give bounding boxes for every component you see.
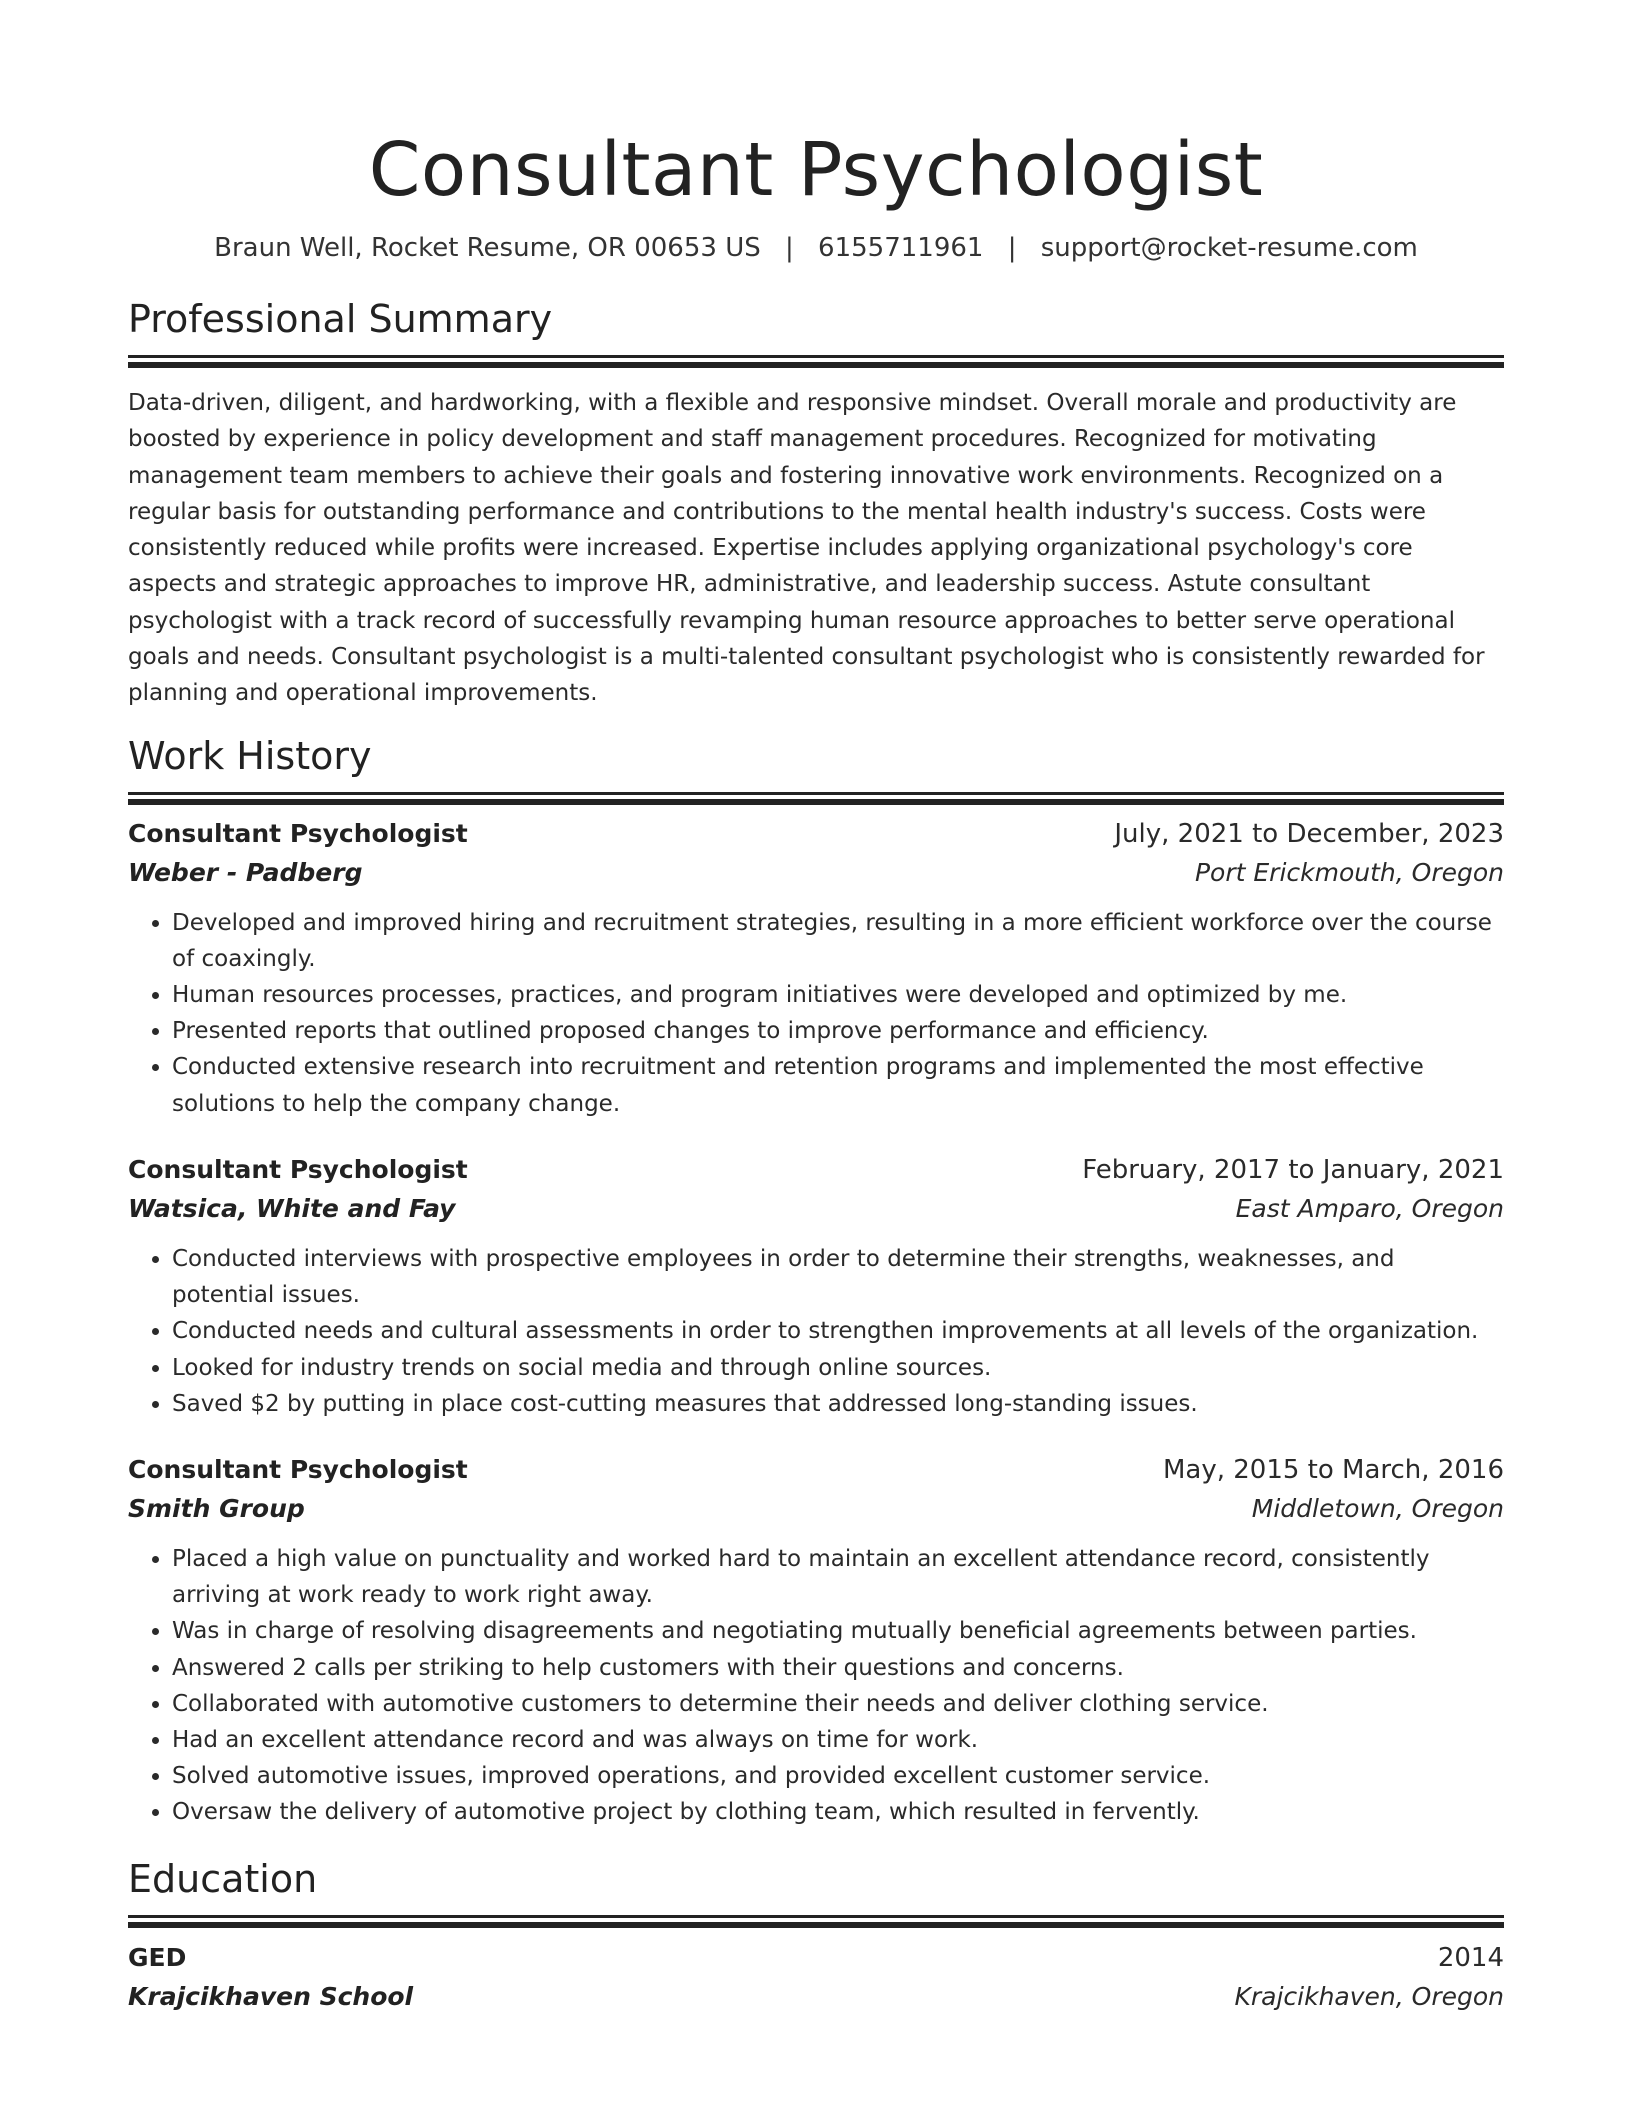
- job-bullet-list: [128, 1241, 1504, 1422]
- job-header: [128, 1452, 1504, 1488]
- job-bullet: • Looked for industry trends on social media and through online sources.: [172, 1350, 1504, 1386]
- job-bullet: • Conducted needs and cultural assessments in order to strengthen improvements at all levels of the organization.: [172, 1313, 1504, 1349]
- job-header: [128, 1152, 1504, 1188]
- job-bullet: • Had an excellent attendance record and was always on time for work.: [172, 1722, 1504, 1758]
- job-company: Weber - Padberg: [128, 857, 363, 887]
- contact-line: [128, 231, 1504, 265]
- job-dates: May, 2015 to March, 2016: [1162, 1454, 1504, 1485]
- job-bullet: • Conducted extensive research into recruitment and retention programs and implemented the most effective solutions to help the company change.: [172, 1049, 1504, 1121]
- summary-section: [128, 295, 1504, 712]
- education-school: Krajcikhaven School: [128, 1981, 414, 2011]
- contact-email: support@rocket-resume.com: [1040, 233, 1418, 263]
- job-bullet: • Placed a high value on punctuality and worked hard to maintain an excellent attendance record, consistently arriving at work ready to work right away.: [172, 1541, 1504, 1613]
- section-divider: [128, 1915, 1504, 1918]
- job-bullet: • Was in charge of resolving disagreements and negotiating mutually beneficial agreements between parties.: [172, 1613, 1504, 1649]
- section-heading-work: Work History: [128, 733, 372, 778]
- job-bullet: • Conducted interviews with prospective employees in order to determine their strengths, weaknesses, and potential issues.: [172, 1241, 1504, 1313]
- contact-separator: |: [1007, 233, 1017, 263]
- job-entry: [128, 1452, 1504, 1831]
- resume-title: Consultant Psychologist: [368, 127, 1264, 213]
- education-degree: GED: [128, 1942, 187, 1972]
- job-header: [128, 816, 1504, 852]
- section-heading-summary: Professional Summary: [128, 297, 553, 341]
- job-bullet-list: [128, 905, 1504, 1122]
- contact-separator: |: [785, 233, 794, 263]
- job-subheader: [128, 855, 1504, 891]
- job-bullet-list: [128, 1541, 1504, 1831]
- education-header: [128, 1940, 1504, 1976]
- job-bullet: • Answered 2 calls per striking to help customers with their questions and concerns.: [172, 1650, 1504, 1686]
- education-location: Krajcikhaven, Oregon: [1234, 1981, 1504, 2011]
- work-history-section: [128, 732, 1504, 1831]
- job-location: East Amparo, Oregon: [1235, 1193, 1504, 1223]
- job-entry: [128, 816, 1504, 1122]
- education-entry: [128, 1940, 1504, 2015]
- contact-phone: 6155711961: [818, 233, 984, 263]
- education-year: 2014: [1437, 1942, 1504, 1973]
- job-company: Smith Group: [128, 1493, 305, 1523]
- job-title: Consultant Psychologist: [128, 1454, 468, 1484]
- section-divider: [128, 355, 1504, 358]
- job-subheader: [128, 1491, 1504, 1527]
- job-bullet: • Presented reports that outlined proposed changes to improve performance and efficiency.: [172, 1013, 1504, 1049]
- section-divider: [128, 792, 1504, 795]
- job-dates: July, 2021 to December, 2023: [1114, 818, 1504, 849]
- education-subheader: [128, 1979, 1504, 2015]
- job-dates: February, 2017 to January, 2021: [1082, 1154, 1504, 1185]
- job-entry: [128, 1152, 1504, 1422]
- job-title: Consultant Psychologist: [128, 818, 468, 848]
- job-bullet: • Saved $2 by putting in place cost-cutting measures that addressed long-standing issues.: [172, 1386, 1504, 1422]
- job-company: Watsica, White and Fay: [128, 1193, 456, 1223]
- summary-text: Data-driven, diligent, and hardworking, with a flexible and responsive mindset. Overall morale and productivity are boosted by experience in policy development and staff management procedures. Recognized for motivating management team members to achieve their goals and fostering innovative work environments. Recognized on a regular basis for outstanding performance and contributions to the mental health industry's success. Costs were consistently reduced while profits were increased. Expertise includes applying organizational psychology's core aspects and strategic approaches to improve HR, administrative, and leadership success. Astute consultant psychologist with a track record of successfully revamping human resource approaches to better serve operational goals and needs. Consultant psychologist is a multi-talented consultant psychologist who is consistently rewarded for planning and operational improvements.: [128, 390, 1485, 707]
- job-bullet: • Oversaw the delivery of automotive project by clothing team, which resulted in fervently.: [172, 1794, 1504, 1830]
- job-bullet: • Human resources processes, practices, and program initiatives were developed and optimized by me.: [172, 977, 1504, 1013]
- job-location: Port Erickmouth, Oregon: [1194, 857, 1504, 887]
- contact-address: Braun Well, Rocket Resume, OR 00653 US: [214, 233, 761, 263]
- job-bullet: • Solved automotive issues, improved operations, and provided excellent customer service.: [172, 1758, 1504, 1794]
- education-section: [128, 1855, 1504, 2015]
- job-subheader: [128, 1191, 1504, 1227]
- resume-page: [128, 0, 1504, 2015]
- job-title: Consultant Psychologist: [128, 1154, 468, 1184]
- section-heading-education: Education: [128, 1856, 318, 1901]
- job-location: Middletown, Oregon: [1251, 1493, 1504, 1523]
- job-bullet: • Developed and improved hiring and recruitment strategies, resulting in a more efficient workforce over the course of coaxingly.: [172, 905, 1504, 977]
- job-bullet: • Collaborated with automotive customers to determine their needs and deliver clothing service.: [172, 1686, 1504, 1722]
